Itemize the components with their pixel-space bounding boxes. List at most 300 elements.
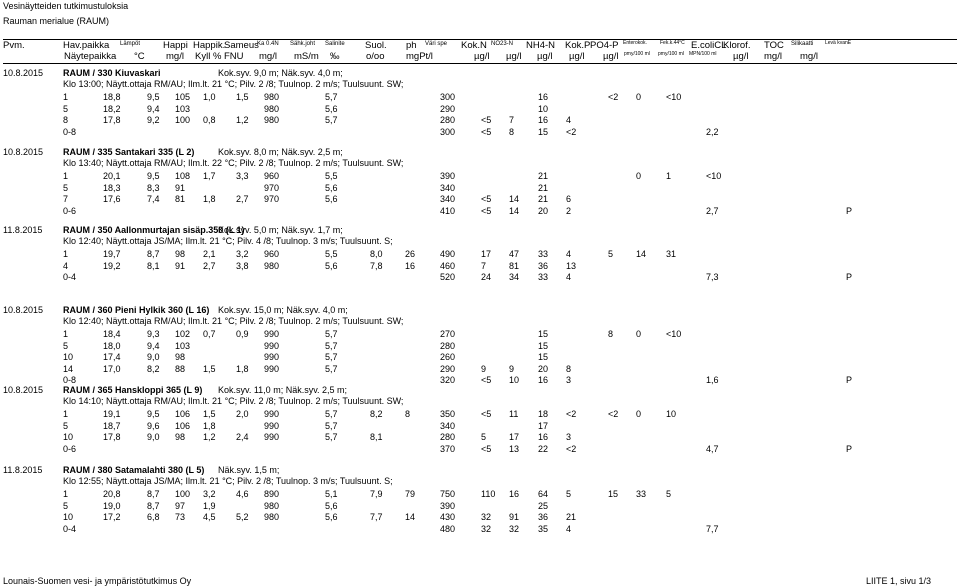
value-cell: 980 <box>264 260 280 271</box>
value-cell: 19,7 <box>103 249 121 259</box>
value-cell: 91 <box>175 182 186 193</box>
value-cell: 7,7 <box>706 523 719 534</box>
value-cell: 9,5 <box>147 92 160 102</box>
depth-cell: 0-8 <box>63 126 77 137</box>
header-cell: TOC <box>764 40 784 51</box>
value-cell: 4 <box>566 272 572 283</box>
value-cell: 0,7 <box>203 329 216 339</box>
value-cell: 31 <box>666 249 677 259</box>
depth-cell: 0-6 <box>63 205 77 216</box>
value-cell: 17,6 <box>103 194 121 205</box>
value-cell: 9,5 <box>147 409 160 419</box>
value-cell: <2 <box>566 443 577 454</box>
value-cell: 2,1 <box>203 249 216 259</box>
value-cell: 1 <box>666 171 672 181</box>
value-cell: 5,6 <box>325 182 338 193</box>
value-cell: 280 <box>440 432 456 443</box>
value-cell: 7,4 <box>147 194 160 205</box>
value-cell: 47 <box>509 249 520 259</box>
value-cell: 9 <box>509 363 515 374</box>
value-cell: 5,7 <box>325 420 338 431</box>
value-cell: 9,4 <box>147 103 160 114</box>
depth-cell: 10 <box>63 352 74 363</box>
header-unit-cell: mg/l <box>764 51 782 62</box>
value-cell: <5 <box>481 126 492 137</box>
value-cell: <2 <box>608 409 619 419</box>
value-cell: 3,2 <box>236 249 249 259</box>
value-cell: 15 <box>608 489 619 499</box>
value-cell: 98 <box>175 249 186 259</box>
site-depth: Kok.syv. 11,0 m; Näk.syv. 2,5 m; <box>218 385 348 395</box>
header-unit-cell: Kyll % <box>195 51 222 62</box>
value-cell: 8 <box>608 329 614 339</box>
value-cell: <10 <box>666 329 682 339</box>
value-cell: 970 <box>264 182 280 193</box>
value-cell: 4,5 <box>203 512 216 523</box>
value-cell: 21 <box>538 194 549 205</box>
header-cell: Kok.N <box>461 40 487 51</box>
site-name: RAUM / 380 Satamalahti 380 (L 5) <box>63 465 205 475</box>
depth-cell: 0-4 <box>63 272 77 283</box>
value-cell: 13 <box>566 260 577 271</box>
value-cell: 103 <box>175 103 191 114</box>
header-cell: Pvm. <box>3 40 25 51</box>
value-cell: 24 <box>481 272 492 283</box>
header-cell: ph <box>406 40 417 51</box>
header-unit-cell: pmy/100 ml <box>624 51 650 57</box>
value-cell: 19,0 <box>103 500 121 511</box>
depth-cell: 1 <box>63 489 69 499</box>
header-unit-cell: °C <box>134 51 145 62</box>
value-cell: <10 <box>706 171 722 181</box>
value-cell: 14 <box>509 194 520 205</box>
value-cell: 960 <box>264 249 280 259</box>
value-cell: 890 <box>264 489 280 499</box>
value-cell: 990 <box>264 420 280 431</box>
header-unit-cell: mgPt/l <box>406 51 433 62</box>
value-cell: 6,8 <box>147 512 160 523</box>
value-cell: 26 <box>405 249 416 259</box>
value-cell: 16 <box>538 432 549 443</box>
value-cell: 970 <box>264 194 280 205</box>
value-cell: P <box>846 272 853 283</box>
value-cell: 290 <box>440 103 456 114</box>
header-unit-cell: µg/l <box>474 51 490 62</box>
value-cell: 0,8 <box>203 115 216 126</box>
header-cell: NH4-N <box>526 40 556 51</box>
value-cell: 5 <box>481 432 487 443</box>
value-cell: 7,9 <box>370 489 383 499</box>
value-cell: 1,8 <box>203 420 216 431</box>
value-cell: 18,4 <box>103 329 121 339</box>
value-cell: 5,5 <box>325 249 338 259</box>
footer-organisation: Lounais-Suomen vesi- ja ympäristötutkimus Oy <box>3 576 192 586</box>
value-cell: 14 <box>636 249 647 259</box>
value-cell: 16 <box>538 115 549 126</box>
value-cell: 2 <box>566 205 572 216</box>
value-cell: 1,7 <box>203 171 216 181</box>
value-cell: 3 <box>566 375 572 386</box>
value-cell: 5,7 <box>325 115 338 126</box>
value-cell: 81 <box>509 260 520 271</box>
value-cell: 8 <box>405 409 411 419</box>
value-cell: 430 <box>440 512 456 523</box>
report-subtitle: Rauman merialue (RAUM) <box>3 16 110 26</box>
value-cell: 980 <box>264 512 280 523</box>
depth-cell: 4 <box>63 260 69 271</box>
header-cell: Enterokok. <box>623 40 647 46</box>
depth-cell: 10 <box>63 432 74 443</box>
header-cell: Suol. <box>365 40 387 51</box>
site-info: Klo 13:00; Näytt.ottaja RM/AU; Ilm.lt. 21 °C; Pilv. 2 /8; Tuulnop. 2 m/s; Tuulsuunt. SW; <box>63 79 404 89</box>
value-cell: 8,2 <box>147 363 160 374</box>
value-cell: P <box>846 443 853 454</box>
header-unit-cell: mg/l <box>259 51 277 62</box>
value-cell: 460 <box>440 260 456 271</box>
value-cell: 21 <box>566 512 577 523</box>
value-cell: 980 <box>264 115 280 126</box>
value-cell: 35 <box>538 523 549 534</box>
site-info: Klo 12:40; Näytt.ottaja RM/AU; Ilm.lt. 21 °C; Pilv. 2 /8; Tuulnop. 2 m/s; Tuulsuunt. SW; <box>63 316 404 326</box>
value-cell: 7,7 <box>370 512 383 523</box>
value-cell: 19,2 <box>103 260 121 271</box>
value-cell: 22 <box>538 443 549 454</box>
value-cell: 25 <box>538 500 549 511</box>
site-depth: Kok.syv. 15,0 m; Näk.syv. 4,0 m; <box>218 305 348 315</box>
header-cell: Hav.paikka <box>63 40 110 51</box>
depth-cell: 1 <box>63 329 69 339</box>
value-cell: 3,8 <box>236 260 249 271</box>
value-cell: 79 <box>405 489 416 499</box>
value-cell: 91 <box>175 260 186 271</box>
value-cell: 1,5 <box>203 363 216 374</box>
value-cell: 32 <box>509 523 520 534</box>
value-cell: 18,3 <box>103 182 121 193</box>
value-cell: 8 <box>509 126 515 137</box>
value-cell: 100 <box>175 489 191 499</box>
header-unit-cell: mS/m <box>294 51 319 62</box>
value-cell: 4,6 <box>236 489 249 499</box>
value-cell: 0 <box>636 329 642 339</box>
value-cell: 8,2 <box>370 409 383 419</box>
header-unit-cell: MPN/100 ml <box>689 51 717 57</box>
value-cell: 8 <box>566 363 572 374</box>
header-cell: Salinite <box>325 41 345 47</box>
value-cell: 100 <box>175 115 191 126</box>
value-cell: 2,7 <box>236 194 249 205</box>
value-cell: 10 <box>509 375 520 386</box>
header-unit-cell: o/oo <box>366 51 385 62</box>
site-date: 10.8.2015 <box>3 68 44 78</box>
value-cell: 300 <box>440 126 456 137</box>
value-cell: 20 <box>538 363 549 374</box>
value-cell: 17,0 <box>103 363 121 374</box>
header-unit-cell: pmy/100 ml <box>658 51 684 57</box>
site-date: 11.8.2015 <box>3 465 43 475</box>
value-cell: 20,8 <box>103 489 121 499</box>
site-date: 10.8.2015 <box>3 305 44 315</box>
value-cell: 5,7 <box>325 363 338 374</box>
value-cell: 8,7 <box>147 489 160 499</box>
header-cell: Lämpöt <box>120 41 141 47</box>
value-cell: 0 <box>636 409 642 419</box>
site-name: RAUM / 350 Aallonmurtajan sisäp.350 (L 1) <box>63 225 245 235</box>
depth-cell: 5 <box>63 420 69 431</box>
header-cell: PO4-P <box>590 40 619 51</box>
site-name: RAUM / 335 Santakari 335 (L 2) <box>63 147 195 157</box>
depth-cell: 14 <box>63 363 74 374</box>
value-cell: 1,8 <box>203 194 216 205</box>
value-cell: 36 <box>538 260 549 271</box>
header-unit-cell: µg/l <box>603 51 619 62</box>
depth-cell: 5 <box>63 182 69 193</box>
site-name: RAUM / 360 Pieni Hylkik 360 (L 16) <box>63 305 210 315</box>
depth-cell: 1 <box>63 171 69 181</box>
value-cell: 1,2 <box>236 115 249 126</box>
header-cell: E.coliCL <box>691 40 727 51</box>
value-cell: <5 <box>481 409 492 419</box>
header-cell: Happik. <box>193 40 226 51</box>
value-cell: 9,3 <box>147 329 160 339</box>
value-cell: 990 <box>264 352 280 363</box>
header-unit-cell: µg/l <box>569 51 585 62</box>
value-cell: 10 <box>538 103 549 114</box>
value-cell: 0,9 <box>236 329 249 339</box>
value-cell: 17,8 <box>103 432 121 443</box>
value-cell: 15 <box>538 329 549 339</box>
value-cell: 0 <box>636 171 642 181</box>
header-unit-cell: µg/l <box>733 51 749 62</box>
header-cell: Happi <box>163 40 188 51</box>
value-cell: 5,6 <box>325 260 338 271</box>
value-cell: 81 <box>175 194 186 205</box>
value-cell: 390 <box>440 500 456 511</box>
value-cell: 4 <box>566 523 572 534</box>
site-info: Klo 13:40; Näytt.ottaja RM/AU; Ilm.lt. 22 °C; Pilv. 2 /8; Tuulnop. 2 m/s; Tuulsuunt. SW; <box>63 158 404 168</box>
value-cell: <2 <box>566 126 577 137</box>
depth-cell: 8 <box>63 115 69 126</box>
value-cell: 17,2 <box>103 512 121 523</box>
value-cell: 20,1 <box>103 171 121 181</box>
value-cell: 990 <box>264 432 280 443</box>
value-cell: 21 <box>538 182 549 193</box>
value-cell: 7 <box>509 115 515 126</box>
value-cell: 3,3 <box>236 171 249 181</box>
value-cell: 108 <box>175 171 191 181</box>
value-cell: <5 <box>481 115 492 126</box>
value-cell: 280 <box>440 340 456 351</box>
value-cell: 990 <box>264 363 280 374</box>
value-cell: <5 <box>481 205 492 216</box>
depth-cell: 0-4 <box>63 523 77 534</box>
site-name: RAUM / 330 Kiuvaskari <box>63 68 161 78</box>
value-cell: 5,5 <box>325 171 338 181</box>
value-cell: 270 <box>440 329 456 339</box>
value-cell: 980 <box>264 92 280 102</box>
value-cell: 750 <box>440 489 456 499</box>
value-cell: 36 <box>538 512 549 523</box>
value-cell: 260 <box>440 352 456 363</box>
value-cell: 2,7 <box>706 205 719 216</box>
depth-cell: 5 <box>63 500 69 511</box>
value-cell: 300 <box>440 92 456 102</box>
value-cell: 370 <box>440 443 456 454</box>
header-cell: Väri spe <box>425 41 448 47</box>
value-cell: <2 <box>608 92 619 102</box>
value-cell: 5,7 <box>325 432 338 443</box>
value-cell: 3 <box>566 432 572 443</box>
value-cell: 19,1 <box>103 409 121 419</box>
value-cell: 5,6 <box>325 194 338 205</box>
value-cell: P <box>846 375 853 386</box>
site-date: 11.8.2015 <box>3 225 43 235</box>
value-cell: 16 <box>538 92 549 102</box>
value-cell: 13 <box>509 443 520 454</box>
depth-cell: 0-8 <box>63 375 77 386</box>
value-cell: 2,0 <box>236 409 249 419</box>
value-cell: 980 <box>264 500 280 511</box>
header-unit-cell: µg/l <box>537 51 553 62</box>
value-cell: 17,8 <box>103 115 121 126</box>
value-cell: 340 <box>440 194 456 205</box>
site-info: Klo 12:55; Näytt.ottaja JS/MA; Ilm.lt. 21 °C; Pilv. 2 /8; Tuulnop. 3 m/s; Tuulsuunt. S; <box>63 476 393 486</box>
value-cell: 16 <box>509 489 520 499</box>
header-unit-cell: mg/l <box>166 51 184 62</box>
footer-page-number: LIITE 1, sivu 1/3 <box>866 576 932 586</box>
value-cell: 5,6 <box>325 103 338 114</box>
value-cell: 1,5 <box>203 409 216 419</box>
value-cell: 390 <box>440 171 456 181</box>
depth-cell: 10 <box>63 512 74 523</box>
value-cell: 5,7 <box>325 92 338 102</box>
depth-cell: 1 <box>63 92 69 102</box>
value-cell: 105 <box>175 92 191 102</box>
value-cell: 280 <box>440 115 456 126</box>
value-cell: 34 <box>509 272 520 283</box>
site-depth: Kok.syv. 5,0 m; Näk.syv. 1,7 m; <box>218 225 343 235</box>
value-cell: 33 <box>538 272 549 283</box>
value-cell: 350 <box>440 409 456 419</box>
value-cell: 990 <box>264 409 280 419</box>
value-cell: 14 <box>509 205 520 216</box>
value-cell: 103 <box>175 340 191 351</box>
header-unit-cell: mg/l <box>800 51 818 62</box>
value-cell: 17 <box>481 249 492 259</box>
depth-cell: 7 <box>63 194 69 205</box>
value-cell: 2,7 <box>203 260 216 271</box>
value-cell: 480 <box>440 523 456 534</box>
header-unit-cell: µg/l <box>506 51 522 62</box>
value-cell: 15 <box>538 126 549 137</box>
value-cell: 8,7 <box>147 249 160 259</box>
value-cell: 1,6 <box>706 375 719 386</box>
value-cell: P <box>846 205 853 216</box>
value-cell: 97 <box>175 500 186 511</box>
value-cell: 88 <box>175 363 186 374</box>
value-cell: 11 <box>509 409 519 419</box>
value-cell: 7 <box>481 260 487 271</box>
value-cell: 490 <box>440 249 456 259</box>
value-cell: 1,8 <box>236 363 249 374</box>
depth-cell: 5 <box>63 340 69 351</box>
site-date: 10.8.2015 <box>3 385 44 395</box>
value-cell: 6 <box>566 194 572 205</box>
value-cell: 106 <box>175 420 191 431</box>
header-unit-cell: FNU <box>224 51 244 62</box>
header-cell: Sähk.joht <box>290 41 316 47</box>
header-unit-cell: Näytepaikka <box>64 51 117 62</box>
header-rule <box>3 39 957 40</box>
value-cell: 290 <box>440 363 456 374</box>
report-title: Vesinäytteiden tutkimustuloksia <box>3 1 129 11</box>
value-cell: 15 <box>538 340 549 351</box>
value-cell: 5 <box>608 249 614 259</box>
depth-cell: 5 <box>63 103 69 114</box>
value-cell: 0 <box>636 92 642 102</box>
depth-cell: 1 <box>63 249 69 259</box>
header-cell: NO23-N <box>491 41 514 47</box>
value-cell: 980 <box>264 103 280 114</box>
site-name: RAUM / 365 Hanskloppi 365 (L 9) <box>63 385 203 395</box>
header-unit-cell: ‰ <box>330 51 340 62</box>
value-cell: 5,1 <box>325 489 338 499</box>
value-cell: 8,1 <box>147 260 160 271</box>
header-cell: Kok.P <box>565 40 591 51</box>
value-cell: 5,7 <box>325 352 338 363</box>
value-cell: <5 <box>481 375 492 386</box>
site-depth: Näk.syv. 1,5 m; <box>218 465 280 475</box>
value-cell: 3,2 <box>203 489 216 499</box>
value-cell: 16 <box>405 260 416 271</box>
value-cell: 320 <box>440 375 456 386</box>
value-cell: 18,7 <box>103 420 121 431</box>
value-cell: 520 <box>440 272 456 283</box>
value-cell: 1,5 <box>236 92 249 102</box>
value-cell: 18,0 <box>103 340 121 351</box>
value-cell: 5,6 <box>325 512 338 523</box>
depth-cell: 1 <box>63 409 69 419</box>
value-cell: 16 <box>538 375 549 386</box>
value-cell: <10 <box>666 92 682 102</box>
value-cell: 98 <box>175 352 186 363</box>
value-cell: 33 <box>636 489 647 499</box>
value-cell: 340 <box>440 420 456 431</box>
value-cell: 10 <box>666 409 677 419</box>
value-cell: 21 <box>538 171 549 181</box>
value-cell: 15 <box>538 352 549 363</box>
value-cell: <5 <box>481 443 492 454</box>
value-cell: 33 <box>538 249 549 259</box>
value-cell: 8,3 <box>147 182 160 193</box>
site-date: 10.8.2015 <box>3 147 44 157</box>
value-cell: 102 <box>175 329 191 339</box>
value-cell: 98 <box>175 432 186 443</box>
value-cell: 9,0 <box>147 432 160 443</box>
value-cell: 110 <box>481 489 496 499</box>
value-cell: 73 <box>175 512 186 523</box>
value-cell: 9,5 <box>147 171 160 181</box>
value-cell: 340 <box>440 182 456 193</box>
value-cell: 8,0 <box>370 249 383 259</box>
value-cell: 1,2 <box>203 432 216 443</box>
value-cell: 9,6 <box>147 420 160 431</box>
site-depth: Kok.syv. 8,0 m; Näk.syv. 2,5 m; <box>218 147 343 157</box>
value-cell: 17 <box>509 432 520 443</box>
site-info: Klo 12:40; Näytt.ottaja JS/MA; Ilm.lt. 21 °C; Pilv. 4 /8; Tuulnop. 3 m/s; Tuulsuunt. S; <box>63 236 393 246</box>
site-info: Klo 14:10; Näytt.ottaja RM/AU; Ilm.lt. 21 °C; Pilv. 2 /8; Tuulnop. 2 m/s; Tuulsuunt. SW; <box>63 396 404 406</box>
value-cell: 14 <box>405 512 416 523</box>
header-cell: Sameus <box>224 40 259 51</box>
